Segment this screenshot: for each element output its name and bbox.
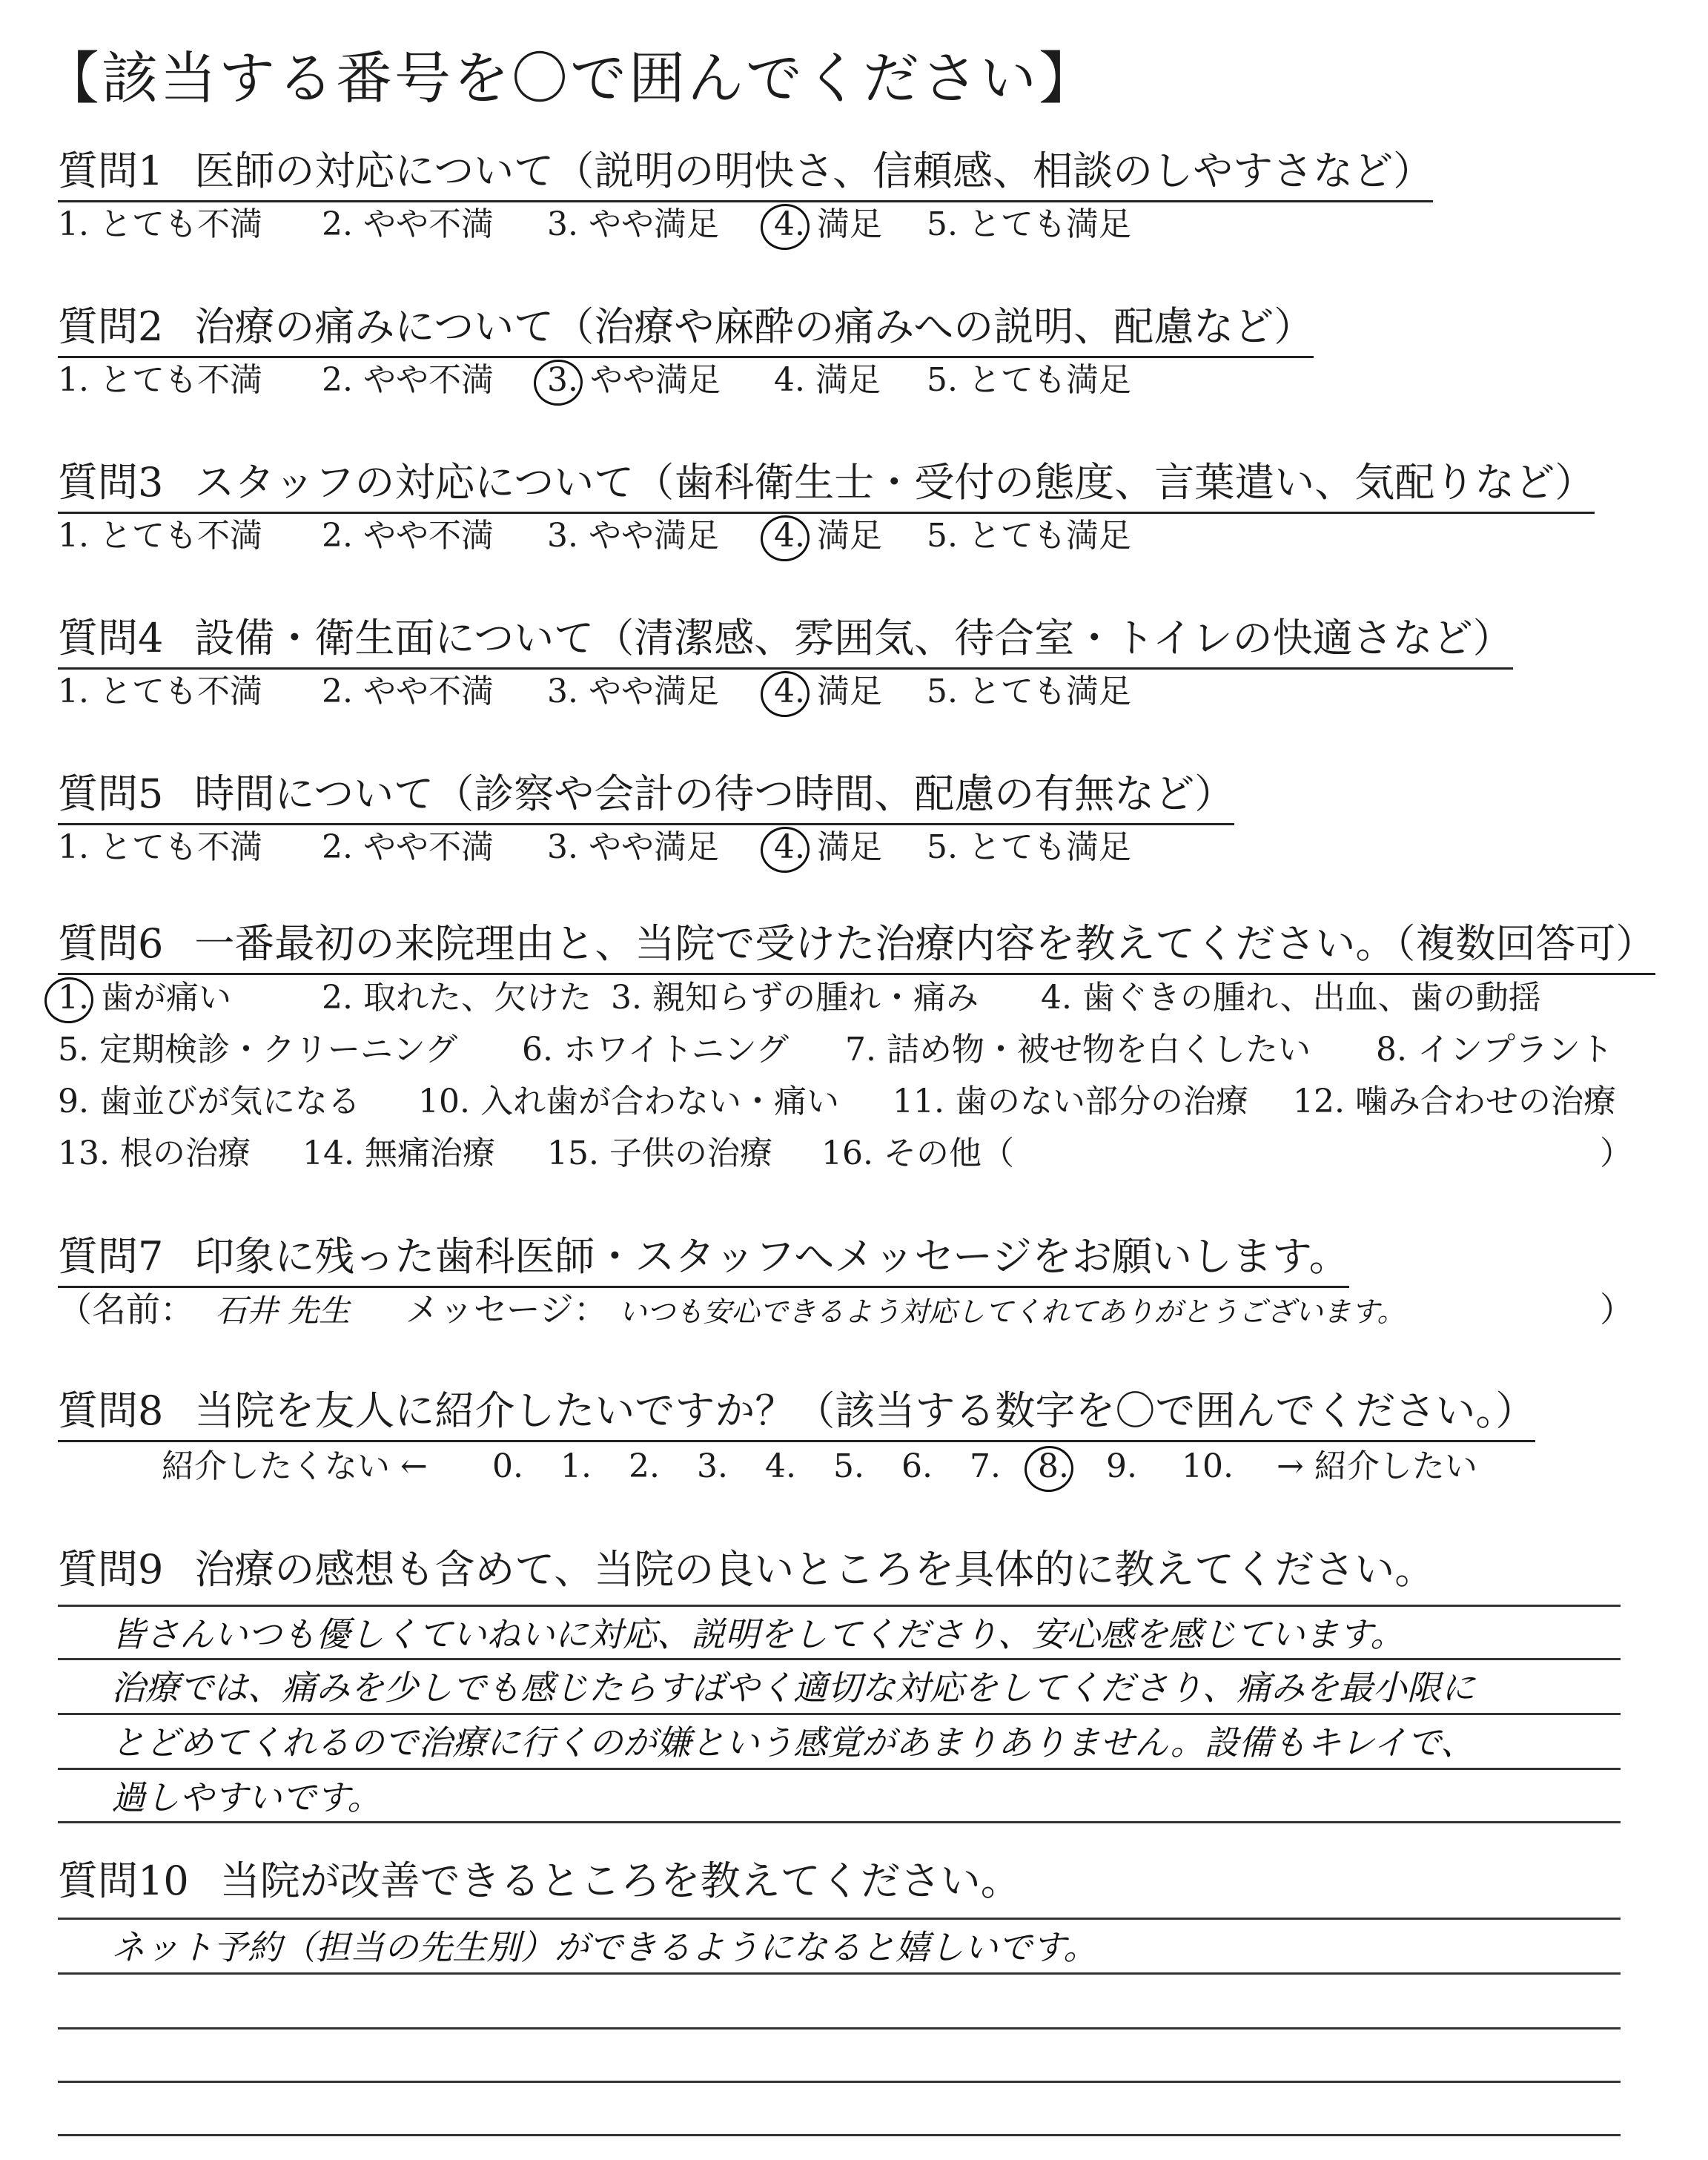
q6-option-13[interactable]: 13. 根の治療 <box>58 1135 251 1172</box>
q7-label: 質問7 <box>58 1233 164 1280</box>
q2-option-1[interactable]: 1. とても不満 <box>58 361 262 399</box>
q8-score-5[interactable]: 5. <box>833 1447 864 1485</box>
q3-option-4[interactable]: 4. 満足 <box>774 515 882 557</box>
q8-left-label: 紹介したくない ← <box>162 1447 428 1485</box>
q9-label: 質問9 <box>58 1546 164 1593</box>
q2-title <box>58 301 1314 358</box>
selected-mark: 4. <box>774 827 805 868</box>
q4-label: 質問4 <box>58 615 164 661</box>
q5-text: 時間について（診察や会計の待つ時間、配慮の有無など） <box>194 770 1235 817</box>
q10-answer-line-1[interactable]: ネット予約（担当の先生別）ができるようになると嬉しいです。 <box>111 1927 1098 1967</box>
q6-option-14[interactable]: 14. 無痛治療 <box>302 1135 495 1172</box>
instruction-header: 【該当する番号を〇で囲んでください】 <box>43 45 1097 111</box>
q4-title <box>58 612 1513 670</box>
q1-option-3[interactable]: 3. やや満足 <box>547 205 719 243</box>
q6-option-15[interactable]: 15. 子供の治療 <box>547 1135 772 1172</box>
selected-mark: 4. <box>774 671 805 713</box>
q10-label: 質問10 <box>58 1857 189 1904</box>
selected-mark: 4. <box>774 204 805 245</box>
q8-text: 当院を友人に紹介したいですか？（該当する数字を〇で囲んでください。） <box>194 1387 1536 1434</box>
q1-option-2[interactable]: 2. やや不満 <box>322 205 494 243</box>
q3-text: スタッフの対応について（歯科衛生士・受付の態度、言葉遣い、気配りなど） <box>194 459 1595 506</box>
q7-message-answer[interactable]: いつも安心できるよう対応してくれてありがとうございます。 <box>618 1295 1406 1328</box>
q6-option-10[interactable]: 10. 入れ歯が合わない・痛い <box>418 1083 839 1120</box>
q6-text: 一番最初の来院理由と、当院で受けた治療内容を教えてください。（複数回答可） <box>194 920 1656 967</box>
q8-score-0[interactable]: 0. <box>492 1447 523 1485</box>
q6-option-16-close: ） <box>1600 1135 1632 1172</box>
q10-text: 当院が改善できるところを教えてください。 <box>219 1857 1021 1904</box>
q4-option-3[interactable]: 3. やや満足 <box>547 673 719 710</box>
q8-label: 質問8 <box>58 1387 164 1434</box>
q9-answer-line-rule-1 <box>58 1605 1621 1607</box>
q2-option-5[interactable]: 5. とても満足 <box>927 361 1131 399</box>
q10-answer-line-rule-3 <box>58 2027 1621 2029</box>
q6-option-9[interactable]: 9. 歯並びが気になる <box>58 1083 360 1120</box>
q1-text: 医師の対応について（説明の明快さ、信頼感、相談のしやすさなど） <box>194 148 1434 194</box>
q6-option-5[interactable]: 5. 定期検診・クリーニング <box>58 1031 458 1069</box>
q6-option-8[interactable]: 8. インプラント <box>1376 1031 1613 1069</box>
selected-mark: 1. <box>58 977 89 1019</box>
q6-row-4 <box>58 1133 1632 1175</box>
q8-right-label: → 紹介したい <box>1277 1447 1477 1485</box>
q5-option-3[interactable]: 3. やや満足 <box>547 828 719 866</box>
q10-answer-line-rule-4 <box>58 2081 1621 2083</box>
q5-option-1[interactable]: 1. とても不満 <box>58 828 262 866</box>
q6-option-4[interactable]: 4. 歯ぐきの腫れ、出血、歯の動揺 <box>1041 979 1541 1017</box>
q2-option-3[interactable]: 3. やや満足 <box>547 360 721 401</box>
q1-option-4[interactable]: 4. 満足 <box>774 204 882 245</box>
q9-title <box>58 1544 1434 1599</box>
q6-option-6[interactable]: 6. ホワイトニング <box>522 1031 790 1069</box>
q4-option-2[interactable]: 2. やや不満 <box>322 673 494 710</box>
q8-score-6[interactable]: 6. <box>901 1447 933 1485</box>
q7-name-answer[interactable]: 石井 先生 <box>215 1292 350 1329</box>
q9-answer-line-4[interactable]: 過しやすいです。 <box>111 1777 382 1817</box>
selected-mark: 3. <box>547 360 578 401</box>
q9-answer-line-rule-3 <box>58 1713 1621 1715</box>
q8-title <box>58 1385 1535 1442</box>
q3-option-5[interactable]: 5. とても満足 <box>927 517 1131 555</box>
q3-option-2[interactable]: 2. やや不満 <box>322 517 494 555</box>
q5-option-2[interactable]: 2. やや不満 <box>322 828 494 866</box>
q2-option-2[interactable]: 2. やや不満 <box>322 361 494 399</box>
q8-score-4[interactable]: 4. <box>765 1447 796 1485</box>
q9-answer-line-1[interactable]: 皆さんいつも優しくていねいに対応、説明をしてくださり、安心感を感じています。 <box>111 1614 1405 1654</box>
q6-option-11[interactable]: 11. 歯のない部分の治療 <box>893 1083 1248 1120</box>
q5-label: 質問5 <box>58 770 164 817</box>
q6-option-7[interactable]: 7. 詰め物・被せ物を白くしたい <box>845 1031 1311 1069</box>
q3-title <box>58 457 1595 514</box>
q5-title <box>58 768 1234 825</box>
q6-option-3[interactable]: 3. 親知らずの腫れ・痛み <box>611 979 979 1017</box>
q3-option-3[interactable]: 3. やや満足 <box>547 517 719 555</box>
q10-title <box>58 1855 1021 1910</box>
q10-answer-line-rule-1 <box>58 1918 1621 1920</box>
q6-option-1[interactable]: 1. 歯が痛い <box>58 977 231 1019</box>
q9-answer-line-rule-4 <box>58 1768 1621 1770</box>
q4-option-1[interactable]: 1. とても不満 <box>58 673 262 710</box>
q4-option-4[interactable]: 4. 満足 <box>774 671 882 713</box>
q2-text: 治療の痛みについて（治療や麻酔の痛みへの説明、配慮など） <box>194 303 1314 350</box>
q3-option-1[interactable]: 1. とても不満 <box>58 517 262 555</box>
q8-score-7[interactable]: 7. <box>970 1447 1001 1485</box>
q10-answer-line-rule-2 <box>58 1972 1621 1975</box>
q8-score-1[interactable]: 1. <box>560 1447 592 1485</box>
q9-answer-line-rule-5 <box>58 1821 1621 1823</box>
q1-label: 質問1 <box>58 148 164 194</box>
q8-score-9[interactable]: 9. <box>1106 1447 1137 1485</box>
q7-message-label: メッセージ： <box>405 1289 608 1330</box>
q5-option-5[interactable]: 5. とても満足 <box>927 828 1131 866</box>
q9-answer-line-rule-2 <box>58 1658 1621 1660</box>
q6-title <box>58 918 1655 975</box>
q9-answer-line-3[interactable]: とどめてくれるので治療に行くのが嫌という感覚があまりありません。設備もキレイで、 <box>111 1723 1475 1763</box>
q3-label: 質問3 <box>58 459 164 506</box>
q6-option-2[interactable]: 2. 取れた、欠けた <box>322 979 592 1017</box>
q7-open-paren: （名前： <box>58 1289 194 1330</box>
q8-score-2[interactable]: 2. <box>629 1447 660 1485</box>
q6-label: 質問6 <box>58 920 164 967</box>
selected-mark: 4. <box>774 515 805 557</box>
q1-title <box>58 145 1433 202</box>
q2-option-4[interactable]: 4. 満足 <box>774 361 881 399</box>
q8-score-8[interactable] <box>1038 1446 1081 1487</box>
q1-option-5[interactable]: 5. とても満足 <box>927 205 1131 243</box>
q7-text: 印象に残った歯科医師・スタッフへメッセージをお願いします。 <box>194 1233 1349 1280</box>
q4-option-5[interactable]: 5. とても満足 <box>927 673 1131 710</box>
q8-score-10[interactable]: 10. <box>1182 1447 1234 1485</box>
selected-mark: 8. <box>1038 1446 1069 1487</box>
q7-title <box>58 1231 1349 1288</box>
q2-label: 質問2 <box>58 303 164 350</box>
q5-option-4[interactable]: 4. 満足 <box>774 827 882 868</box>
q6-option-12[interactable]: 12. 噛み合わせの治療 <box>1293 1083 1616 1120</box>
q4-text: 設備・衛生面について（清潔感、雰囲気、待合室・トイレの快適さなど） <box>194 615 1513 661</box>
q8-score-3[interactable]: 3. <box>697 1447 728 1485</box>
q1-option-1[interactable]: 1. とても不満 <box>58 205 262 243</box>
q7-close-paren: ） <box>1600 1289 1634 1330</box>
q6-option-16[interactable]: 16. その他（ <box>821 1135 1014 1172</box>
q9-text: 治療の感想も含めて、当院の良いところを具体的に教えてください。 <box>194 1546 1435 1593</box>
q7-answer <box>58 1287 1632 1332</box>
q9-answer-line-2[interactable]: 治療では、痛みを少しでも感じたらすばやく適切な対応をしてくださり、痛みを最小限に <box>111 1668 1475 1708</box>
q10-answer-line-rule-5 <box>58 2134 1621 2136</box>
